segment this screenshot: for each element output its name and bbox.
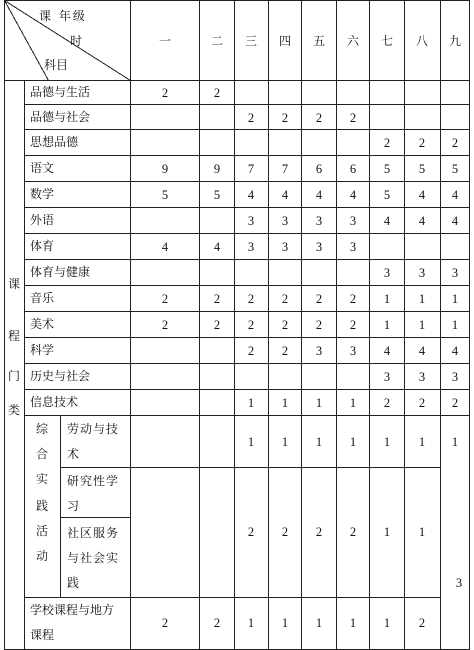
hours-cell: 9: [161, 162, 169, 176]
comprehensive-char: 实: [35, 472, 49, 486]
hours-cell: 2: [418, 136, 426, 150]
hours-cell: 3: [247, 240, 255, 254]
subject-label: 体育: [30, 239, 55, 253]
subject-label: 信息技术: [30, 395, 79, 409]
school-course-label: 学校课程与地方: [30, 603, 115, 617]
hours-cell: 5: [161, 188, 169, 202]
comprehensive-char: 动: [35, 549, 49, 563]
labor-value: 1: [383, 435, 391, 449]
labor-value: 1: [349, 435, 357, 449]
hours-cell: 2: [161, 292, 169, 306]
hours-cell: 3: [247, 214, 255, 228]
hours-cell: 2: [281, 318, 289, 332]
research-community-value: 2: [315, 525, 323, 539]
grade-header-9: 九: [448, 34, 462, 48]
hours-cell: 1: [383, 292, 391, 306]
hours-cell: 1: [247, 396, 255, 410]
grade-header-1: 一: [158, 34, 172, 48]
grade-header-3: 三: [244, 34, 258, 48]
subject-label: 科学: [30, 343, 55, 357]
hours-cell: 4: [383, 214, 391, 228]
subject-label: 品德与社会: [30, 110, 91, 124]
hours-cell: 4: [247, 188, 255, 202]
hours-cell: 4: [451, 344, 459, 358]
hours-cell: 3: [383, 266, 391, 280]
hours-cell: 3: [418, 266, 426, 280]
school-course-value: 1: [281, 616, 289, 630]
hours-cell: 2: [247, 318, 255, 332]
hours-cell: 2: [161, 86, 169, 100]
hours-cell: 7: [247, 162, 255, 176]
hours-cell: 2: [281, 111, 289, 125]
hours-cell: 1: [451, 292, 459, 306]
hours-cell: 2: [418, 396, 426, 410]
labor-value: 1: [451, 435, 459, 449]
hours-cell: 2: [247, 292, 255, 306]
hours-cell: 3: [451, 370, 459, 384]
hours-cell: 1: [418, 318, 426, 332]
subject-label: 外语: [30, 213, 55, 227]
community-label: 践: [67, 576, 80, 590]
hours-cell: 3: [281, 214, 289, 228]
hours-cell: 2: [451, 136, 459, 150]
comprehensive-char: 活: [35, 524, 49, 538]
hours-cell: 3: [315, 344, 323, 358]
hours-cell: 3: [451, 266, 459, 280]
hours-cell: 2: [281, 292, 289, 306]
hours-cell: 3: [349, 214, 357, 228]
category-char: 类: [7, 403, 21, 417]
grade-header-6: 六: [346, 34, 360, 48]
research-community-value: 2: [349, 525, 357, 539]
subject-label: 数学: [30, 187, 55, 201]
hours-cell: 5: [383, 188, 391, 202]
research-community-value: 1: [383, 525, 391, 539]
research-label: 习: [67, 499, 80, 513]
subject-label: 品德与生活: [30, 85, 91, 99]
labor-value: 1: [315, 435, 323, 449]
grade-header-2: 二: [210, 34, 224, 48]
research-community-value: 1: [418, 525, 426, 539]
hours-cell: 3: [418, 370, 426, 384]
grade-header-8: 八: [415, 34, 429, 48]
hours-cell: 2: [349, 318, 357, 332]
hours-cell: 3: [281, 240, 289, 254]
header-corner-top: 课 年级: [39, 9, 87, 23]
hours-cell: 4: [418, 344, 426, 358]
grade-header-7: 七: [380, 34, 394, 48]
hours-cell: 2: [383, 396, 391, 410]
hours-cell: 4: [161, 240, 169, 254]
subject-label: 音乐: [30, 291, 55, 305]
grade-header-4: 四: [278, 34, 292, 48]
hours-cell: 3: [349, 344, 357, 358]
research-label: 研究性学: [67, 474, 120, 488]
hours-cell: 4: [418, 214, 426, 228]
hours-cell: 2: [315, 111, 323, 125]
hours-cell: 4: [349, 188, 357, 202]
header-corner-mid: 时: [70, 34, 83, 48]
hours-cell: 6: [349, 162, 357, 176]
hours-cell: 2: [349, 111, 357, 125]
comprehensive-char: 综: [35, 422, 49, 436]
school-course-label: 课程: [30, 628, 55, 642]
hours-cell: 4: [281, 188, 289, 202]
hours-cell: 2: [315, 292, 323, 306]
header-corner-bottom: 科目: [44, 58, 69, 72]
hours-cell: 2: [161, 318, 169, 332]
comprehensive-char: 合: [35, 447, 49, 461]
hours-cell: 4: [213, 240, 221, 254]
school-course-value: 1: [247, 616, 255, 630]
hours-cell: 2: [213, 318, 221, 332]
school-course-value: 1: [315, 616, 323, 630]
grade9-merged-value: 3: [455, 576, 463, 590]
hours-cell: 3: [315, 214, 323, 228]
hours-cell: 7: [281, 162, 289, 176]
hours-cell: 2: [247, 111, 255, 125]
hours-cell: 9: [213, 162, 221, 176]
subject-label: 思想品德: [30, 135, 79, 149]
hours-cell: 1: [281, 396, 289, 410]
subject-label: 语文: [30, 161, 55, 175]
comprehensive-char: 践: [35, 499, 49, 513]
labor-label: 术: [67, 447, 80, 461]
hours-cell: 2: [213, 86, 221, 100]
hours-cell: 1: [383, 318, 391, 332]
hours-cell: 2: [213, 292, 221, 306]
hours-cell: 5: [418, 162, 426, 176]
hours-cell: 5: [383, 162, 391, 176]
community-label: 社区服务: [67, 526, 120, 540]
school-course-value: 1: [349, 616, 357, 630]
hours-cell: 4: [451, 188, 459, 202]
hours-cell: 2: [451, 396, 459, 410]
school-course-value: 2: [213, 616, 221, 630]
subject-label: 美术: [30, 317, 55, 331]
hours-cell: 1: [418, 292, 426, 306]
labor-value: 1: [247, 435, 255, 449]
hours-cell: 3: [349, 240, 357, 254]
hours-cell: 3: [315, 240, 323, 254]
labor-label: 劳动与技: [67, 422, 120, 436]
hours-cell: 5: [213, 188, 221, 202]
hours-cell: 1: [315, 396, 323, 410]
hours-cell: 4: [451, 214, 459, 228]
hours-cell: 2: [383, 136, 391, 150]
hours-cell: 5: [451, 162, 459, 176]
labor-value: 1: [418, 435, 426, 449]
hours-cell: 4: [315, 188, 323, 202]
hours-cell: 2: [281, 344, 289, 358]
hours-cell: 1: [451, 318, 459, 332]
community-label: 与社会实: [67, 551, 120, 565]
category-char: 门: [7, 369, 21, 383]
category-char: 程: [7, 329, 21, 343]
hours-cell: 2: [349, 292, 357, 306]
hours-cell: 2: [247, 344, 255, 358]
grade-header-5: 五: [312, 34, 326, 48]
labor-value: 1: [281, 435, 289, 449]
subject-label: 体育与健康: [30, 265, 91, 279]
hours-cell: 2: [315, 318, 323, 332]
hours-cell: 6: [315, 162, 323, 176]
category-char: 课: [7, 277, 21, 291]
school-course-value: 1: [383, 616, 391, 630]
subject-label: 历史与社会: [30, 369, 91, 383]
school-course-value: 2: [418, 616, 426, 630]
hours-cell: 4: [418, 188, 426, 202]
research-community-value: 2: [281, 525, 289, 539]
hours-cell: 3: [383, 370, 391, 384]
hours-cell: 4: [383, 344, 391, 358]
hours-cell: 1: [349, 396, 357, 410]
school-course-value: 2: [161, 616, 169, 630]
research-community-value: 2: [247, 525, 255, 539]
